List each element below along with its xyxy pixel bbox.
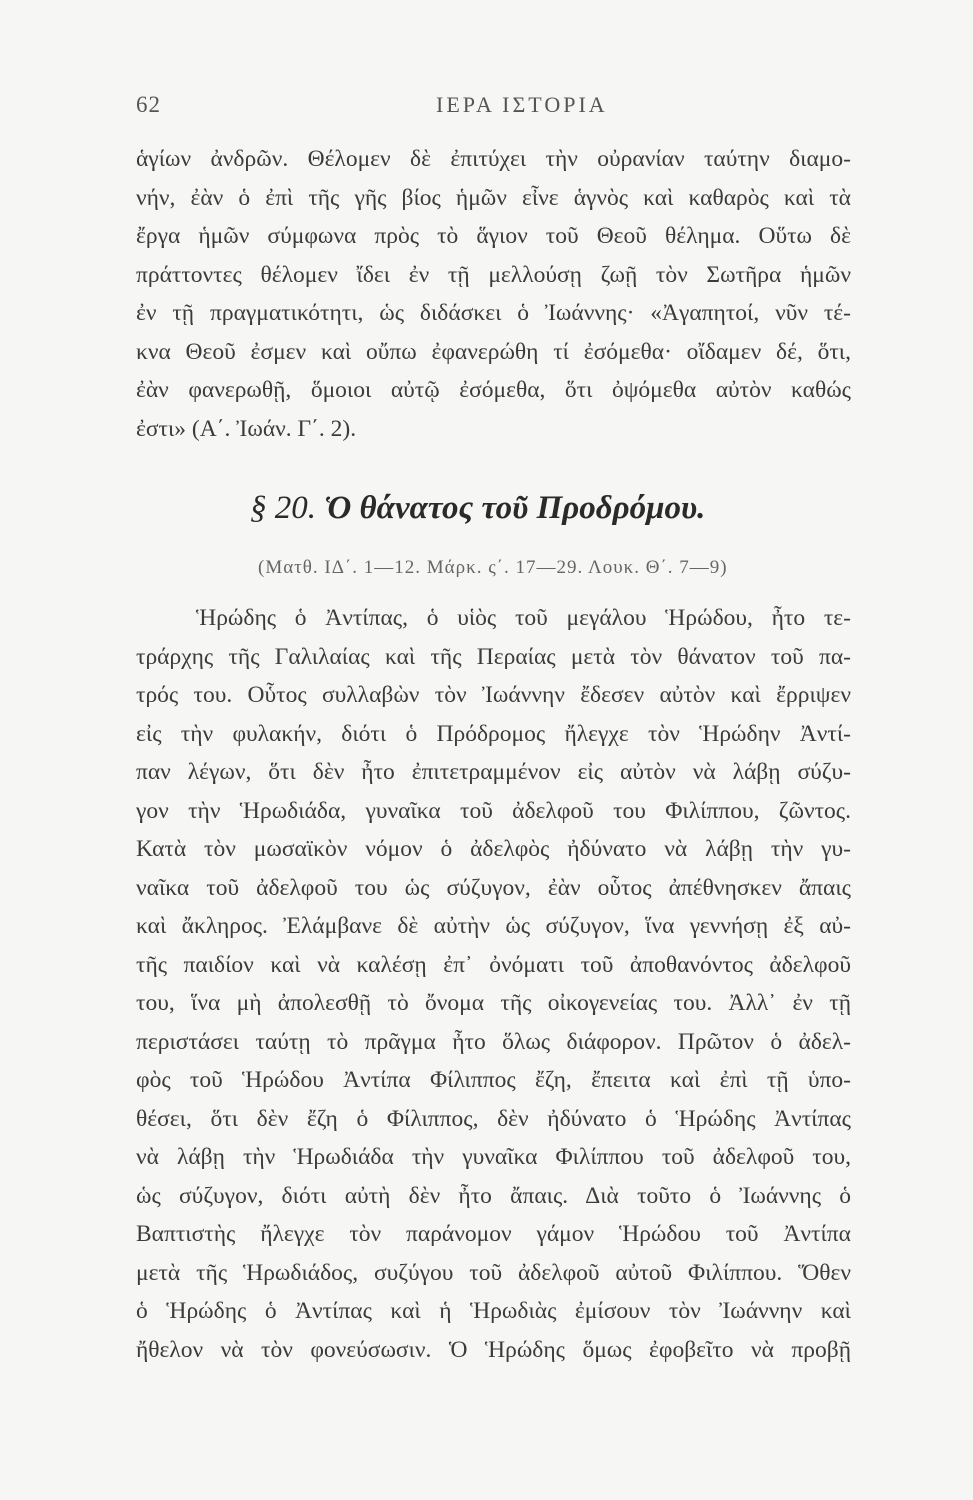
text-line: Κατὰ τὸν μωσαϊκὸν νόμον ὁ ἀδελφὸς ἠδύνατο νὰ λάβῃ τὴν γυ- [136, 836, 851, 862]
text-line: ναῖκα τοῦ ἀδελφοῦ του ὡς σύζυγον, ἐὰν οὗτος ἀπέθνησκεν ἄπαις [136, 874, 851, 901]
text-line: κνα Θεοῦ ἐσμεν καὶ οὔπω ἐφανερώθη τί ἐσόμεθα· οἴδαμεν δέ, ὅτι, [136, 338, 851, 365]
page-header [136, 92, 851, 132]
text-line: περιστάσει ταύτῃ τὸ πρᾶγμα ἦτο ὅλως διάφορον. Πρῶτον ὁ ἀδελ- [136, 1028, 851, 1055]
text-line: ἐν τῇ πραγματικότητι, ὡς διδάσκει ὁ Ἰωάννης· «Ἀγαπητοί, νῦν τέ- [136, 300, 851, 326]
running-title: ΙΕΡΑ ΙΣΤΟΡΙΑ [436, 92, 608, 117]
paragraph-1 [136, 140, 851, 448]
section-heading [250, 490, 810, 527]
text-line: ἤθελον νὰ τὸν φονεύσωσιν. Ὁ Ἡρώδης ὅμως ἐφοβεῖτο νὰ προβῇ [136, 1336, 851, 1363]
text-line: μετὰ τῆς Ἡρωδιάδος, συζύγου τοῦ ἀδελφοῦ αὐτοῦ Φιλίππου. Ὅθεν [136, 1259, 851, 1286]
text-line: τράρχης τῆς Γαλιλαίας καὶ τῆς Περαίας μετὰ τὸν θάνατον τοῦ πα- [136, 643, 851, 670]
text-line: παν λέγων, ὅτι δὲν ἦτο ἐπιτετραμμένον εἰς αὐτὸν νὰ λάβῃ σύζυ- [136, 759, 851, 785]
section-number: § 20. [250, 490, 316, 526]
text-line: Ἡρώδης ὁ Ἀντίπας, ὁ υἱὸς τοῦ μεγάλου Ἡρώδου, ἦτο τε- [196, 605, 851, 631]
text-line: εἰς τὴν φυλακήν, διότι ὁ Πρόδρομος ἤλεγχε τὸν Ἡρώδην Ἀντί- [136, 720, 851, 747]
text-line: τρός του. Οὗτος συλλαβὼν τὸν Ἰωάννην ἔδεσεν αὐτὸν καὶ ἔρριψεν [136, 682, 851, 708]
page-number: 62 [136, 92, 161, 117]
text-line: γον τὴν Ἡρωδιάδα, γυναῖκα τοῦ ἀδελφοῦ του Φιλίππου, ζῶντος. [136, 797, 851, 824]
text-line: ὁ Ἡρώδης ὁ Ἀντίπας καὶ ἡ Ἡρωδιὰς ἐμίσουν τὸν Ἰωάννην καὶ [136, 1298, 851, 1324]
paragraph-2 [136, 599, 851, 1369]
text-line: ὡς σύζυγον, διότι αὐτὴ δὲν ἦτο ἄπαις. Διὰ τοῦτο ὁ Ἰωάννης ὁ [136, 1182, 851, 1209]
text-line: ἔργα ἡμῶν σύμφωνα πρὸς τὸ ἅγιον τοῦ Θεοῦ θέλημα. Οὕτω δὲ [136, 223, 851, 249]
text-line: Βαπτιστὴς ἤλεγχε τὸν παράνομον γάμον Ἡρώδου τοῦ Ἀντίπα [136, 1221, 851, 1247]
section-title: Ὁ θάνατος τοῦ Προδρόμου. [324, 490, 706, 526]
text-line: θέσει, ὅτι δὲν ἔζη ὁ Φίλιππος, δὲν ἠδύνατο ὁ Ἡρώδης Ἀντίπας [136, 1105, 851, 1132]
text-line: πράττοντες θέλομεν ἴδει ἐν τῇ μελλούσῃ ζωῇ τὸν Σωτῆρα ἡμῶν [136, 261, 851, 288]
text-line: τῆς παιδίον καὶ νὰ καλέσῃ ἐπ᾽ ὀνόματι τοῦ ἀποθανόντος ἀδελφοῦ [136, 951, 851, 978]
scripture-references: (Ματθ. ΙΔ΄. 1—12. Μάρκ. ς΄. 17—29. Λουκ. Θ΄. 7—9) [258, 557, 728, 578]
text-line: καὶ ἄκληρος. Ἐλάμβανε δὲ αὐτὴν ὡς σύζυγον, ἵνα γεννήσῃ ἐξ αὐ- [136, 913, 851, 939]
text-line: φὸς τοῦ Ἡρώδου Ἀντίπα Φίλιππος ἔζη, ἔπειτα καὶ ἐπὶ τῇ ὑπο- [136, 1067, 851, 1093]
text-line: νὰ λάβῃ τὴν Ἡρωδιάδα τὴν γυναῖκα Φιλίππου τοῦ ἀδελφοῦ του, [136, 1144, 851, 1170]
text-line: νήν, ἐὰν ὁ ἐπὶ τῆς γῆς βίος ἡμῶν εἶνε ἁγνὸς καὶ καθαρὸς καὶ τὰ [136, 184, 851, 211]
text-line: ἐστι» (Α΄. Ἰωάν. Γ΄. 2). [136, 415, 357, 442]
text-line: ἐὰν φανερωθῇ, ὅμοιοι αὐτῷ ἐσόμεθα, ὅτι ὀψόμεθα αὐτὸν καθώς [136, 377, 851, 403]
text-line: του, ἵνα μὴ ἀπολεσθῇ τὸ ὄνομα τῆς οἰκογενείας του. Ἀλλ᾽ ἐν τῇ [136, 990, 851, 1016]
text-line: ἁγίων ἀνδρῶν. Θέλομεν δὲ ἐπιτύχει τὴν οὐρανίαν ταύτην διαμο- [136, 146, 851, 172]
